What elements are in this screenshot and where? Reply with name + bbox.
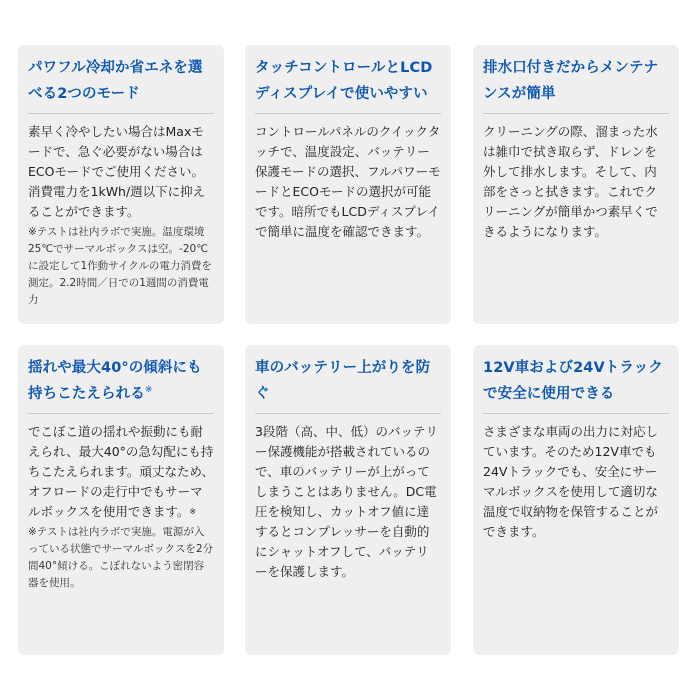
card-body: さまざまな車両の出力に対応しています。そのため12V車でも24Vトラックでも、安全にサーマルボックスを使用して適切な温度で収納物を保管することができます。: [483, 423, 659, 539]
card-title: 排水口付きだからメンテナンスが簡単: [483, 60, 659, 102]
card-title: 車のバッテリー上がりを防ぐ: [255, 360, 431, 402]
card-body: 3段階（高、中、低）のバッテリー保護機能が搭載されているので、車のバッテリーが上がってしまうことはありません。DC電圧を検知し、カットオフ値に達するとコンプレッサーを自動的にシャットオフして、バッテリーを保護します。: [255, 423, 438, 579]
card-divider: [483, 413, 669, 414]
card-divider: [483, 113, 669, 114]
feature-card-drain: [473, 45, 679, 324]
card-footnote: ※テストは社内ラボで実施。電源が入っている状態でサーマルボックスを2分間40°傾ける。こぼれないよう密閉容器を使用。: [28, 525, 214, 589]
card-divider: [28, 413, 214, 414]
card-divider: [255, 113, 441, 114]
feature-card-cooling-modes: [18, 45, 224, 324]
card-title: 揺れや最大40°の傾斜にも持ちこたえられる※: [28, 360, 202, 402]
card-body: コントロールパネルのクイックタッチで、温度設定、バッテリー保護モードの選択、フルパワーモードとECOモードの選択が可能です。暗所でもLCDディスプレイで簡単に温度を確認できます。: [255, 123, 441, 239]
feature-card-touch-control: [245, 45, 451, 324]
card-body: クリーニングの際、溜まった水は雑巾で拭き取らず、ドレンを外して排水します。そして、内部をさっと拭きます。これでクリーニングが簡単かつ素早くできるようになります。: [483, 123, 658, 239]
feature-card-12v-24v: [473, 345, 679, 655]
card-body: でこぼこ道の揺れや振動にも耐えられ、最大40°の急勾配にも持ちこたえられます。頑丈なため、オフロードの走行中でもサーマルボックスを使用できます。※: [28, 423, 215, 519]
card-body: 素早く冷やしたい場合はMaxモードで、急ぐ必要がない場合はECOモードでご使用ください。消費電力を1kWh/週以下に抑えることができます。: [28, 123, 206, 219]
card-title: タッチコントロールとLCDディスプレイで使いやすい: [255, 60, 433, 102]
card-footnote: ※テストは社内ラボで実施。温度環境25℃でサーマルボックスは空。-20℃に設定して1作動サイクルの電力消費を測定。2.2時間／日での1週間の消費電力: [28, 225, 212, 306]
card-title: 12V車および24Vトラックで安全に使用できる: [483, 360, 663, 402]
card-divider: [255, 413, 441, 414]
feature-card-tilt: [18, 345, 224, 655]
feature-card-battery-protection: [245, 345, 451, 655]
card-divider: [28, 113, 214, 114]
card-title: パワフル冷却か省エネを選べる2つのモード: [28, 60, 203, 102]
